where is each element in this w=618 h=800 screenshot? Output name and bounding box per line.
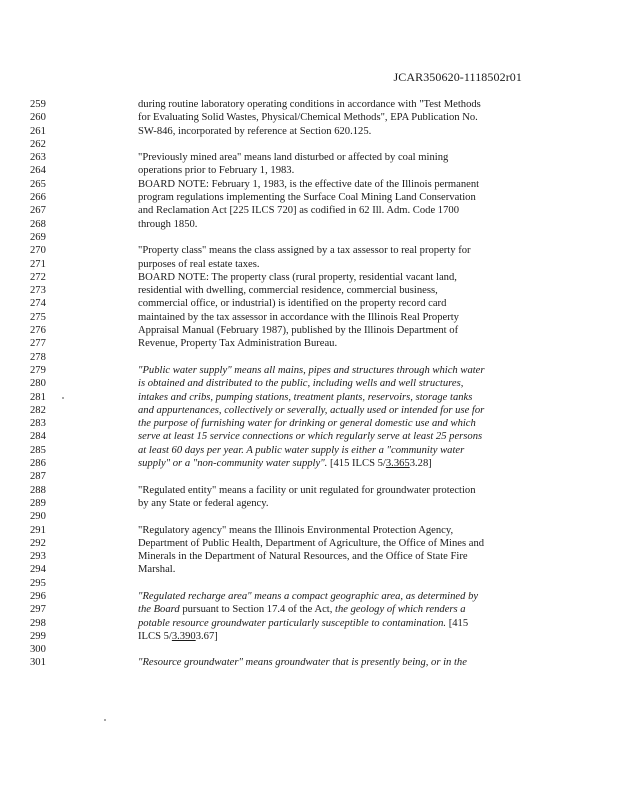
line-text	[138, 617, 468, 630]
text-segment: residential with dwelling, commercial residence, commercial business,	[138, 285, 438, 297]
text-line	[30, 218, 590, 231]
line-number: 287	[30, 471, 46, 483]
statutory-text: and appurtenances, collectively or severally, actually used or intended for use for	[138, 404, 485, 416]
line-text	[138, 244, 471, 257]
line-text	[138, 630, 218, 643]
line-number: 274	[30, 298, 46, 310]
text-line	[30, 178, 590, 191]
text-line	[30, 377, 590, 390]
line-text	[138, 284, 438, 297]
text-line	[30, 125, 590, 138]
text-line	[30, 271, 590, 284]
line-text	[138, 297, 446, 310]
text-line	[30, 417, 590, 430]
text-segment: 3.67]	[195, 630, 218, 642]
line-number: 259	[30, 99, 46, 110]
text-line	[30, 643, 590, 656]
line-text	[138, 417, 476, 430]
inserted-citation: 3.390	[171, 630, 196, 642]
line-text	[138, 151, 448, 164]
statutory-text: "Regulated recharge area" means a compact geographic area, as determined by	[138, 590, 479, 602]
text-segment: maintained by the tax assessor in accordance with the Illinois Real Property	[138, 311, 459, 323]
line-number: 276	[30, 325, 46, 337]
line-number: 278	[30, 351, 46, 363]
line-number: 286	[30, 458, 46, 470]
line-text	[138, 364, 485, 377]
text-line	[30, 337, 590, 350]
line-text	[138, 125, 371, 138]
scan-speck	[104, 719, 106, 721]
line-text	[138, 497, 269, 510]
line-number: 284	[30, 431, 46, 443]
statutory-text: the purpose of furnishing water for drinking or general domestic use and which	[138, 418, 476, 430]
text-line	[30, 444, 590, 457]
text-segment: BOARD NOTE: February 1, 1983, is the effective date of the Illinois permanent	[138, 178, 480, 190]
line-number: 262	[30, 138, 46, 150]
text-segment: [415	[446, 617, 469, 629]
statutory-text: potable resource groundwater particularly susceptible to contamination.	[138, 617, 447, 629]
line-number: 298	[30, 617, 46, 629]
line-text	[138, 337, 337, 350]
scan-speck	[62, 397, 64, 399]
statutory-text: the Board	[138, 604, 180, 616]
text-line	[30, 656, 590, 669]
text-line	[30, 111, 590, 124]
text-line	[30, 484, 590, 497]
text-line	[30, 324, 590, 337]
line-number: 295	[30, 577, 46, 589]
text-line	[30, 404, 590, 417]
inserted-citation: 3.365	[385, 458, 410, 470]
line-number: 288	[30, 484, 46, 496]
line-number: 273	[30, 285, 46, 297]
statutory-text: supply" or a "non-community water supply".	[138, 458, 328, 470]
line-text	[138, 563, 175, 576]
text-segment: and Reclamation Act [225 ILCS 720] as codified in 62 Ill. Adm. Code 1700	[138, 205, 459, 217]
text-segment: 3.28]	[409, 458, 432, 470]
line-text	[138, 377, 463, 390]
line-number: 269	[30, 231, 46, 243]
statutory-text: "Resource groundwater" means groundwater that is presently being, or in the	[138, 657, 467, 669]
line-number: 300	[30, 644, 46, 656]
text-line	[30, 524, 590, 537]
text-line	[30, 550, 590, 563]
line-number: 260	[30, 112, 46, 124]
line-number: 299	[30, 630, 46, 642]
line-number: 268	[30, 218, 46, 230]
statutory-text: "Public water supply" means all mains, pipes and structures through which water	[138, 364, 485, 376]
line-number: 290	[30, 511, 46, 523]
text-line	[30, 204, 590, 217]
line-number: 261	[30, 125, 46, 137]
line-text	[138, 404, 484, 417]
line-text	[138, 218, 197, 231]
line-number: 297	[30, 604, 46, 616]
line-number: 301	[30, 657, 46, 669]
statutory-text: at least 60 days per year. A public water supply is either a "community water	[138, 444, 465, 456]
text-line	[30, 284, 590, 297]
line-text	[138, 311, 459, 324]
line-number: 275	[30, 311, 46, 323]
line-number: 296	[30, 590, 46, 602]
text-line	[30, 430, 590, 443]
line-text	[138, 164, 294, 177]
text-line	[30, 457, 590, 470]
text-line	[30, 603, 590, 616]
line-text	[138, 550, 468, 563]
text-segment: Revenue, Property Tax Administration Bureau.	[138, 338, 338, 350]
line-text	[138, 204, 459, 217]
text-line	[30, 577, 590, 590]
text-line	[30, 311, 590, 324]
line-text	[138, 258, 260, 271]
line-number: 285	[30, 444, 46, 456]
line-number: 283	[30, 418, 46, 430]
text-segment: through 1850.	[138, 218, 198, 230]
text-segment: by any State or federal agency.	[138, 497, 269, 509]
line-number: 263	[30, 152, 46, 164]
line-text	[138, 484, 476, 497]
text-line	[30, 470, 590, 483]
statutory-text: the geology of which renders a	[335, 604, 466, 616]
line-number: 289	[30, 497, 46, 509]
line-number: 267	[30, 205, 46, 217]
line-number: 280	[30, 378, 46, 390]
text-segment: SW-846, incorporated by reference at Section 620.125.	[138, 125, 372, 137]
text-segment: "Regulated entity" means a facility or unit regulated for groundwater protection	[138, 484, 476, 496]
text-line	[30, 191, 590, 204]
text-line	[30, 258, 590, 271]
statutory-text: intakes and cribs, pumping stations, treatment plants, reservoirs, storage tanks	[138, 391, 473, 403]
line-text	[138, 324, 458, 337]
line-text	[138, 178, 479, 191]
line-number: 277	[30, 338, 46, 350]
line-text	[138, 191, 476, 204]
line-number: 271	[30, 258, 46, 270]
line-number: 266	[30, 192, 46, 204]
text-line	[30, 297, 590, 310]
line-text	[138, 98, 481, 111]
text-line	[30, 510, 590, 523]
text-segment: [415 ILCS 5/	[327, 458, 386, 470]
line-number: 294	[30, 564, 46, 576]
text-segment: purposes of real estate taxes.	[138, 258, 260, 270]
line-numbered-text	[30, 98, 590, 670]
line-text	[138, 430, 482, 443]
line-number: 293	[30, 551, 46, 563]
text-segment: during routine laboratory operating conditions in accordance with "Test Methods	[138, 99, 481, 110]
line-text	[138, 656, 467, 669]
text-segment: ILCS 5/	[138, 630, 172, 642]
text-segment: Department of Public Health, Department of Agriculture, the Office of Mines and	[138, 537, 485, 549]
text-line	[30, 590, 590, 603]
text-line	[30, 244, 590, 257]
text-line	[30, 617, 590, 630]
text-line	[30, 364, 590, 377]
line-number: 292	[30, 537, 46, 549]
line-text	[138, 524, 453, 537]
text-line	[30, 138, 590, 151]
line-number: 281	[30, 391, 46, 403]
text-segment: Marshal.	[138, 564, 176, 576]
line-number: 264	[30, 165, 46, 177]
text-line	[30, 164, 590, 177]
line-text	[138, 603, 466, 616]
line-number: 265	[30, 178, 46, 190]
text-segment: commercial office, or industrial) is identified on the property record card	[138, 298, 447, 310]
line-text	[138, 537, 484, 550]
text-line	[30, 231, 590, 244]
document-code: JCAR350620-1118502r01	[393, 70, 522, 84]
line-number: 279	[30, 364, 46, 376]
text-segment: Minerals in the Department of Natural Resources, and the Office of State Fire	[138, 551, 468, 563]
text-segment: program regulations implementing the Surface Coal Mining Land Conservation	[138, 192, 476, 204]
text-segment: for Evaluating Solid Wastes, Physical/Chemical Methods", EPA Publication No.	[138, 112, 478, 124]
text-line	[30, 497, 590, 510]
line-text	[138, 444, 464, 457]
text-line	[30, 537, 590, 550]
line-text	[138, 457, 432, 470]
line-number: 282	[30, 404, 46, 416]
line-text	[138, 111, 478, 124]
line-text	[138, 271, 457, 284]
statutory-text: serve at least 15 service connections or which regularly serve at least 25 persons	[138, 431, 483, 443]
text-segment: Appraisal Manual (February 1987), published by the Illinois Department of	[138, 325, 459, 337]
text-segment: pursuant to Section 17.4 of the Act,	[179, 604, 336, 616]
line-number: 291	[30, 524, 46, 536]
text-segment: "Regulatory agency" means the Illinois Environmental Protection Agency,	[138, 524, 454, 536]
text-line	[30, 391, 590, 404]
text-line	[30, 98, 590, 111]
text-line	[30, 151, 590, 164]
text-line	[30, 563, 590, 576]
line-text	[138, 391, 472, 404]
line-number: 270	[30, 245, 46, 257]
line-number: 272	[30, 271, 46, 283]
text-segment: "Property class" means the class assigned by a tax assessor to real property for	[138, 245, 471, 257]
text-segment: BOARD NOTE: The property class (rural property, residential vacant land,	[138, 271, 457, 283]
statutory-text: is obtained and distributed to the public, including wells and well structures,	[138, 378, 464, 390]
text-segment: operations prior to February 1, 1983.	[138, 165, 295, 177]
text-segment: "Previously mined area" means land disturbed or affected by coal mining	[138, 152, 449, 164]
text-line	[30, 351, 590, 364]
text-line	[30, 630, 590, 643]
line-text	[138, 590, 478, 603]
